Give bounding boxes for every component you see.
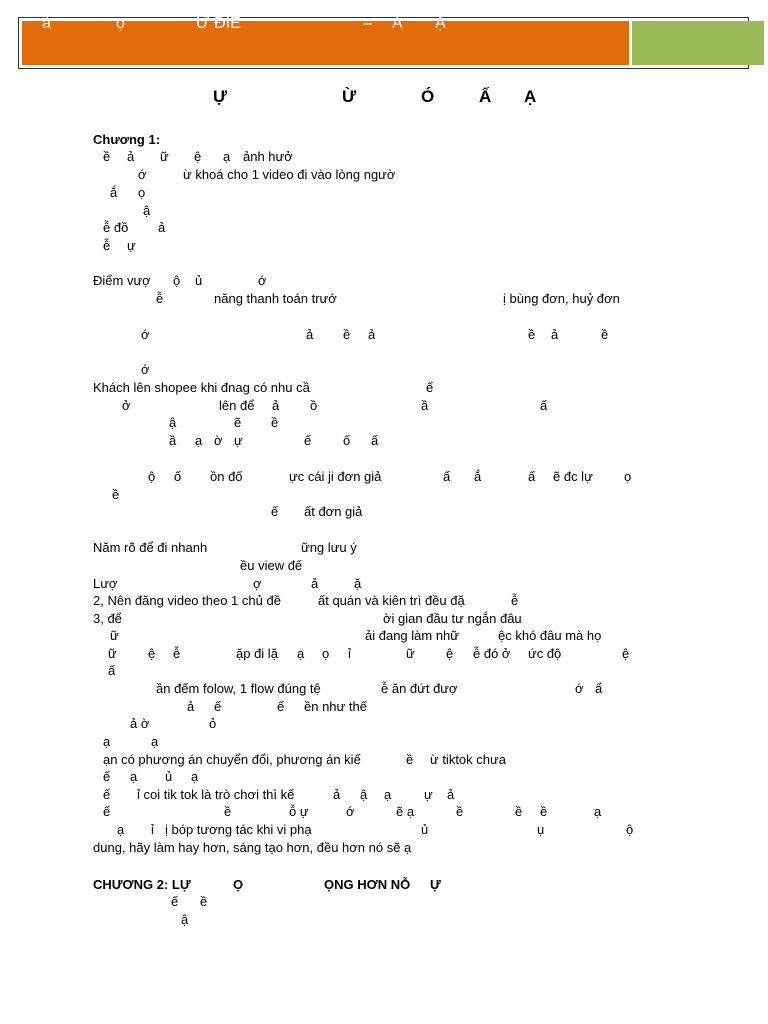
text-fragment: ủ — [421, 822, 429, 837]
text-fragment: ệ — [194, 149, 202, 164]
text-fragment: ề — [456, 804, 464, 819]
text-fragment: ọ — [138, 185, 146, 200]
document-title-part: Ạ — [524, 87, 537, 106]
text-fragment: ề — [406, 752, 414, 767]
text-fragment: ọ — [322, 646, 330, 661]
text-fragment: ạ — [151, 734, 159, 749]
text-fragment: ồn đố — [210, 469, 243, 484]
text-fragment: ỉ — [151, 822, 154, 837]
text-fragment: ở — [122, 398, 131, 413]
text-fragment: ầ — [169, 433, 177, 448]
text-fragment: ề — [271, 415, 279, 430]
header-title-part: – — [363, 15, 372, 32]
text-fragment: ấ — [528, 469, 536, 484]
text-fragment: ề — [528, 327, 536, 342]
text-fragment: ạ — [130, 769, 138, 784]
text-fragment: Chương 1: — [93, 132, 161, 147]
text-fragment: ễ đó ở — [473, 646, 511, 661]
text-fragment: ệ — [148, 646, 156, 661]
header-title-part: Ạ — [435, 15, 446, 32]
text-fragment: ệ — [446, 646, 454, 661]
header-orange-bar — [22, 21, 629, 65]
text-fragment: lên để — [219, 398, 255, 413]
text-fragment: ạ — [103, 734, 111, 749]
text-fragment: ất đơn giả — [304, 504, 363, 519]
text-fragment: ủ — [165, 769, 173, 784]
text-fragment: ữ — [406, 646, 415, 661]
text-fragment: ị bùng đơn, huỷ đơn — [503, 291, 620, 306]
text-fragment: ợ — [253, 576, 262, 591]
text-fragment: ừ tiktok chưa — [430, 752, 506, 767]
text-fragment: ế — [426, 380, 434, 395]
text-fragment: ấ — [443, 469, 451, 484]
text-fragment: Lượ — [93, 576, 118, 591]
text-fragment: ạn có phương án chuyển đổi, phương án kiế — [103, 752, 361, 767]
text-fragment: ế — [103, 769, 111, 784]
text-fragment: ủ — [195, 273, 203, 288]
text-fragment: ả — [447, 787, 455, 802]
text-fragment: ọ — [624, 469, 632, 484]
text-fragment: ấ — [108, 663, 116, 678]
text-fragment: ễ — [511, 593, 519, 608]
text-fragment: ỉ — [348, 646, 351, 661]
text-fragment: 3, để — [93, 611, 122, 626]
text-fragment: ững lưu ý — [301, 540, 357, 555]
text-fragment: 2, Nên đăng video theo 1 chủ đề — [93, 593, 281, 608]
text-fragment: ả — [551, 327, 559, 342]
text-fragment: năng thanh toán trướ — [214, 291, 337, 306]
text-fragment: Ự — [430, 877, 441, 892]
text-fragment: ồ — [310, 398, 318, 413]
text-fragment: ộ — [148, 469, 156, 484]
text-fragment: ụ — [537, 822, 545, 837]
text-fragment: ề — [601, 327, 609, 342]
header-title-part: ả — [42, 15, 51, 32]
text-fragment: ộ — [173, 273, 181, 288]
text-fragment: ả — [127, 149, 135, 164]
text-fragment: ề — [103, 149, 111, 164]
text-fragment: ế — [271, 504, 279, 519]
text-fragment: Năm rõ để đi nhanh — [93, 540, 208, 555]
text-fragment: ớ — [575, 681, 584, 696]
text-fragment: ữ — [110, 628, 119, 643]
header-title-part: Ừ ĐIỂ — [196, 15, 241, 32]
text-fragment: ạ — [223, 149, 231, 164]
text-fragment: ế — [103, 804, 111, 819]
text-fragment: ế — [214, 699, 222, 714]
header-banner — [18, 17, 749, 69]
text-fragment: ề — [224, 804, 232, 819]
text-fragment: ạ — [297, 646, 305, 661]
text-fragment: ặp đi lặ — [236, 646, 278, 661]
text-fragment: ắ — [474, 469, 482, 484]
text-fragment: ỗ ự — [289, 804, 309, 819]
text-fragment: ừ khoá cho 1 video đi vào lòng ngườ — [183, 167, 396, 182]
text-fragment: ức độ — [528, 646, 562, 661]
text-fragment: ải đang làm nhữ — [365, 628, 459, 643]
text-fragment: ề — [112, 487, 120, 502]
text-fragment: ạ — [117, 822, 125, 837]
text-fragment: ễ — [156, 291, 164, 306]
text-fragment: ấ — [540, 398, 548, 413]
text-fragment: ớ — [141, 327, 150, 342]
text-fragment: ố — [174, 469, 182, 484]
text-fragment: ệc khó đâu mà họ — [498, 628, 602, 643]
text-fragment: ắ — [110, 185, 118, 200]
text-fragment: ự — [424, 787, 433, 802]
text-fragment: ễ ăn đứt đượ — [381, 681, 458, 696]
text-fragment: ả ờ — [130, 716, 150, 731]
text-fragment: ế — [304, 433, 312, 448]
text-fragment: ế — [171, 894, 179, 909]
text-fragment: ả — [368, 327, 376, 342]
text-fragment: ễ đồ — [103, 220, 129, 235]
text-fragment: ả — [272, 398, 280, 413]
text-fragment: dung, hãy làm hay hơn, sáng tạo hơn, đều hơn nó sẽ ạ — [93, 840, 412, 855]
document-title-part: Ó — [421, 87, 435, 106]
text-fragment: ộ — [626, 822, 634, 837]
text-fragment: ự — [127, 238, 136, 253]
text-fragment: ả — [311, 576, 319, 591]
text-fragment: ỉ coi tik tok là trò chơi thì kế — [137, 787, 295, 802]
text-fragment: ự — [234, 433, 243, 448]
text-fragment: ệ — [622, 646, 630, 661]
text-fragment: ề — [343, 327, 351, 342]
text-fragment: ớ — [141, 362, 150, 377]
text-fragment: ều view đế — [240, 558, 303, 573]
text-fragment: ớ — [258, 273, 267, 288]
text-fragment: ậ — [181, 912, 189, 927]
text-fragment: ất quán và kiên trì đều đặ — [318, 593, 465, 608]
text-fragment: ữ — [108, 646, 117, 661]
text-fragment: ị bóp tương tác khi vi phạ — [165, 822, 312, 837]
text-fragment: ạ — [594, 804, 602, 819]
text-fragment: ữ — [160, 149, 169, 164]
header-green-block — [632, 21, 764, 65]
text-fragment: ả — [333, 787, 341, 802]
text-fragment: ả — [306, 327, 314, 342]
text-fragment: ớ — [138, 167, 147, 182]
text-fragment: ẽ đc lự — [553, 469, 593, 484]
text-fragment: CHƯƠNG 2: LỰ — [93, 877, 191, 892]
text-fragment: ễ — [103, 238, 111, 253]
text-fragment: ớ — [346, 804, 355, 819]
text-fragment: ạ — [384, 787, 392, 802]
text-fragment: Ọ — [233, 877, 244, 892]
text-fragment: ễ — [173, 646, 181, 661]
text-fragment: ố — [343, 433, 351, 448]
text-fragment: ế — [277, 699, 285, 714]
text-fragment: ảnh hưở — [243, 149, 293, 164]
text-fragment: ẩ — [595, 681, 603, 696]
text-fragment: ặ — [354, 576, 362, 591]
text-fragment: ả — [187, 699, 195, 714]
text-fragment: ậ — [169, 415, 177, 430]
document-title-part: Ừ — [342, 87, 357, 106]
text-fragment: ần đếm folow, 1 flow đúng tệ — [156, 681, 321, 696]
text-fragment: ền như thế — [304, 699, 367, 714]
text-fragment: ế — [103, 787, 111, 802]
text-fragment: ậ — [143, 203, 151, 218]
text-fragment: ề — [200, 894, 208, 909]
text-fragment: ầ — [421, 398, 429, 413]
text-fragment: ời gian đầu tư ngắn đâu — [383, 611, 522, 626]
text-fragment: ạ — [191, 769, 199, 784]
header-title-part: ọ — [116, 15, 125, 32]
document-title-part: Ấ — [479, 87, 492, 106]
text-fragment: ờ — [214, 433, 223, 448]
text-fragment: ẽ — [234, 415, 242, 430]
text-fragment: ề — [540, 804, 548, 819]
text-fragment: ỏ — [209, 716, 217, 731]
text-fragment: ạ — [195, 433, 203, 448]
header-title-part: Ấ — [392, 15, 403, 32]
text-fragment: ả — [158, 220, 166, 235]
text-fragment: ỌNG HƠN NỖ — [324, 877, 411, 892]
text-fragment: Điểm vượ — [93, 273, 151, 288]
text-fragment: ẽ ạ — [396, 804, 415, 819]
text-fragment: Khách lên shopee khi đnag có nhu cầ — [93, 380, 310, 395]
text-fragment: ấ — [371, 433, 379, 448]
text-fragment: ực cái ji đơn giả — [289, 469, 382, 484]
text-fragment: ề — [515, 804, 523, 819]
document-title-part: Ự — [213, 87, 228, 106]
text-fragment: ậ — [360, 787, 368, 802]
